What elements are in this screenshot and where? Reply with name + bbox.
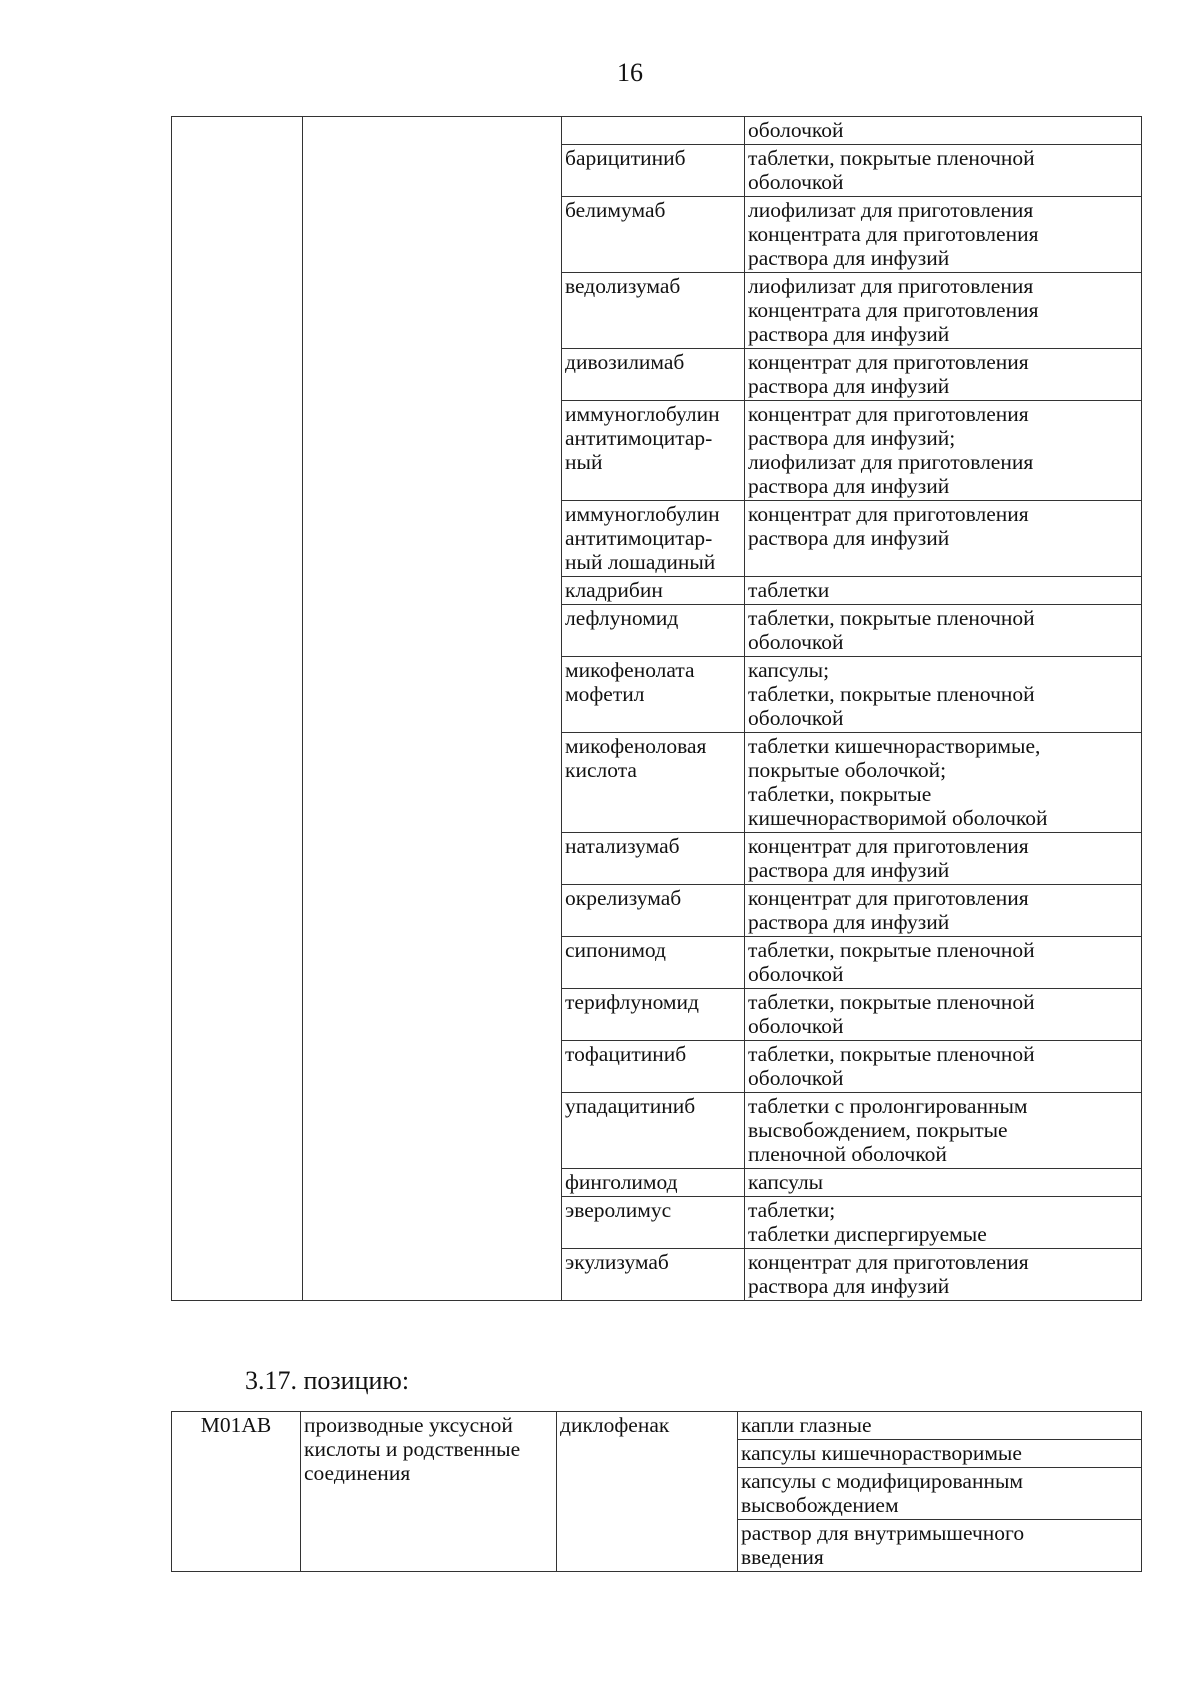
dosage-form-line: таблетки диспергируемые (748, 1222, 987, 1246)
dosage-form-line: оболочкой (748, 1066, 844, 1090)
dosage-form-cell (745, 1197, 1142, 1249)
dosage-form-cell (745, 937, 1142, 989)
drug-name-line: лефлуномид (565, 606, 679, 630)
dosage-form-cell (745, 117, 1142, 145)
group-line: производные уксусной (304, 1413, 513, 1437)
dosage-form-line: концентрат для приготовления (748, 1250, 1029, 1274)
dosage-form-cell (745, 1041, 1142, 1093)
drug-name-line: окрелизумаб (565, 886, 682, 910)
dosage-form-cell (745, 501, 1142, 577)
drug-name-line: микофенолата (565, 658, 695, 682)
dosage-form-line: капсулы (748, 1170, 824, 1194)
dosage-form-line: капсулы; (748, 658, 830, 682)
group-cell (303, 117, 562, 1301)
dosage-form-line: концентрата для приготовления (748, 222, 1039, 246)
dosage-form-line: введения (741, 1545, 824, 1569)
drug-name-cell (562, 1041, 745, 1093)
drug-name-cell (562, 577, 745, 605)
drug-name-line: натализумаб (565, 834, 680, 858)
table-row (172, 1412, 1142, 1440)
drug-name-cell (562, 833, 745, 885)
dosage-form-line: таблетки, покрытые пленочной (748, 990, 1035, 1014)
drug-name-line: дивозилимаб (565, 350, 685, 374)
dosage-form-cell (745, 273, 1142, 349)
dosage-form-cell (745, 1249, 1142, 1301)
dosage-form-line: оболочкой (748, 630, 844, 654)
dosage-form-line: таблетки, покрытые пленочной (748, 606, 1035, 630)
dosage-form-cell (738, 1412, 1142, 1440)
dosage-form-cell (745, 145, 1142, 197)
dosage-form-cell (745, 401, 1142, 501)
dosage-form-line: оболочкой (748, 118, 844, 142)
drug-name-line: микофеноловая (565, 734, 707, 758)
drug-name-line: иммуноглобулин (565, 402, 720, 426)
group-line: кислоты и родственные (304, 1437, 521, 1461)
drug-name-line: кислота (565, 758, 637, 782)
dosage-form-line: таблетки кишечнорастворимые, (748, 734, 1041, 758)
drug-name-cell (562, 885, 745, 937)
drug-name-line: ный лошадиный (565, 550, 716, 574)
drug-name-cell (562, 657, 745, 733)
dosage-form-line: раствора для инфузий (748, 910, 950, 934)
drug-name-cell (562, 349, 745, 401)
dosage-form-cell (738, 1520, 1142, 1572)
dosage-form-line: лиофилизат для приготовления (748, 450, 1034, 474)
drug-name-line: кладрибин (565, 578, 663, 602)
drug-name-cell (562, 117, 745, 145)
drug-name-line: антитимоцитар- (565, 526, 713, 550)
dosage-form-line: таблетки, покрытые пленочной (748, 146, 1035, 170)
dosage-form-line: таблетки, покрытые пленочной (748, 1042, 1035, 1066)
dosage-form-line: раствора для инфузий (748, 374, 950, 398)
drug-name-line: финголимод (565, 1170, 678, 1194)
dosage-form-cell (745, 1169, 1142, 1197)
dosage-form-line: раствора для инфузий; (748, 426, 956, 450)
drug-name-cell (562, 1093, 745, 1169)
dosage-form-cell (745, 885, 1142, 937)
dosage-form-line: лиофилизат для приготовления (748, 198, 1034, 222)
drug-name-line: сипонимод (565, 938, 666, 962)
dosage-form-cell (745, 657, 1142, 733)
drug-name-line: терифлуномид (565, 990, 699, 1014)
atc-code-cell (172, 117, 303, 1301)
dosage-form-line: капли глазные (741, 1413, 872, 1437)
drug-name-cell (562, 989, 745, 1041)
section-heading: 3.17. позицию: (245, 1366, 410, 1395)
dosage-form-line: раствора для инфузий (748, 246, 950, 270)
group-line: соединения (304, 1461, 411, 1485)
dosage-form-line: таблетки с пролонгированным (748, 1094, 1028, 1118)
dosage-form-line: капсулы кишечнорастворимые (741, 1441, 1022, 1465)
dosage-form-line: концентрат для приготовления (748, 886, 1029, 910)
drug-name-cell (562, 197, 745, 273)
dosage-form-line: таблетки; (748, 1198, 836, 1222)
dosage-form-line: высвобождением, покрытые (748, 1118, 1008, 1142)
dosage-form-line: таблетки (748, 578, 830, 602)
drug-name-line: антитимоцитар- (565, 426, 713, 450)
drug-name-line: иммуноглобулин (565, 502, 720, 526)
drug-name-cell (562, 733, 745, 833)
dosage-form-line: оболочкой (748, 1014, 844, 1038)
dosage-form-cell (745, 197, 1142, 273)
drug-name-line: мофетил (565, 682, 645, 706)
dosage-form-line: оболочкой (748, 962, 844, 986)
page-number: 16 (617, 58, 643, 87)
drug-table-continued (171, 116, 1142, 1301)
dosage-form-cell (745, 833, 1142, 885)
drug-name-cell (562, 1197, 745, 1249)
table-row (172, 117, 1142, 145)
dosage-form-line: покрытые оболочкой; (748, 758, 947, 782)
drug-name-line: белимумаб (565, 198, 666, 222)
drug-name-cell (562, 501, 745, 577)
dosage-form-line: раствора для инфузий (748, 322, 950, 346)
dosage-form-line: оболочкой (748, 706, 844, 730)
dosage-form-line: раствора для инфузий (748, 526, 950, 550)
dosage-form-line: раствора для инфузий (748, 1274, 950, 1298)
drug-name-cell (562, 401, 745, 501)
drug-name-cell (562, 937, 745, 989)
dosage-form-cell (745, 733, 1142, 833)
dosage-form-line: высвобождением (741, 1493, 899, 1517)
dosage-form-line: кишечнорастворимой оболочкой (748, 806, 1048, 830)
drug-name-cell (562, 145, 745, 197)
drug-name-line: тофацитиниб (565, 1042, 687, 1066)
dosage-form-cell (738, 1468, 1142, 1520)
drug-name-cell: диклофенак (557, 1412, 738, 1572)
dosage-form-cell (738, 1440, 1142, 1468)
drug-name-line: ведолизумаб (565, 274, 681, 298)
dosage-form-cell (745, 349, 1142, 401)
dosage-form-cell (745, 605, 1142, 657)
drug-name-line: эверолимус (565, 1198, 672, 1222)
dosage-form-line: оболочкой (748, 170, 844, 194)
dosage-form-line: таблетки, покрытые (748, 782, 932, 806)
dosage-form-line: пленочной оболочкой (748, 1142, 947, 1166)
dosage-form-line: концентрат для приготовления (748, 402, 1029, 426)
dosage-form-line: концентрат для приготовления (748, 502, 1029, 526)
drug-name-line: барицитиниб (565, 146, 686, 170)
group-cell (301, 1412, 557, 1572)
dosage-form-line: концентрат для приготовления (748, 834, 1029, 858)
dosage-form-line: концентрата для приготовления (748, 298, 1039, 322)
dosage-form-cell (745, 577, 1142, 605)
atc-code-cell: M01AB (172, 1412, 301, 1572)
drug-name-line: экулизумаб (565, 1250, 669, 1274)
dosage-form-line: раствора для инфузий (748, 474, 950, 498)
dosage-form-cell (745, 989, 1142, 1041)
drug-name-line: упадацитиниб (565, 1094, 696, 1118)
dosage-form-line: концентрат для приготовления (748, 350, 1029, 374)
dosage-form-line: таблетки, покрытые пленочной (748, 682, 1035, 706)
dosage-form-cell (745, 1093, 1142, 1169)
dosage-form-line: раствор для внутримышечного (741, 1521, 1025, 1545)
drug-name-line: ный (565, 450, 603, 474)
drug-table-position (171, 1411, 1142, 1572)
dosage-form-line: капсулы с модифицированным (741, 1469, 1024, 1493)
dosage-form-line: лиофилизат для приготовления (748, 274, 1034, 298)
drug-name-cell (562, 1169, 745, 1197)
dosage-form-line: раствора для инфузий (748, 858, 950, 882)
dosage-form-line: таблетки, покрытые пленочной (748, 938, 1035, 962)
drug-name-cell (562, 605, 745, 657)
drug-name-cell (562, 1249, 745, 1301)
drug-name-cell (562, 273, 745, 349)
